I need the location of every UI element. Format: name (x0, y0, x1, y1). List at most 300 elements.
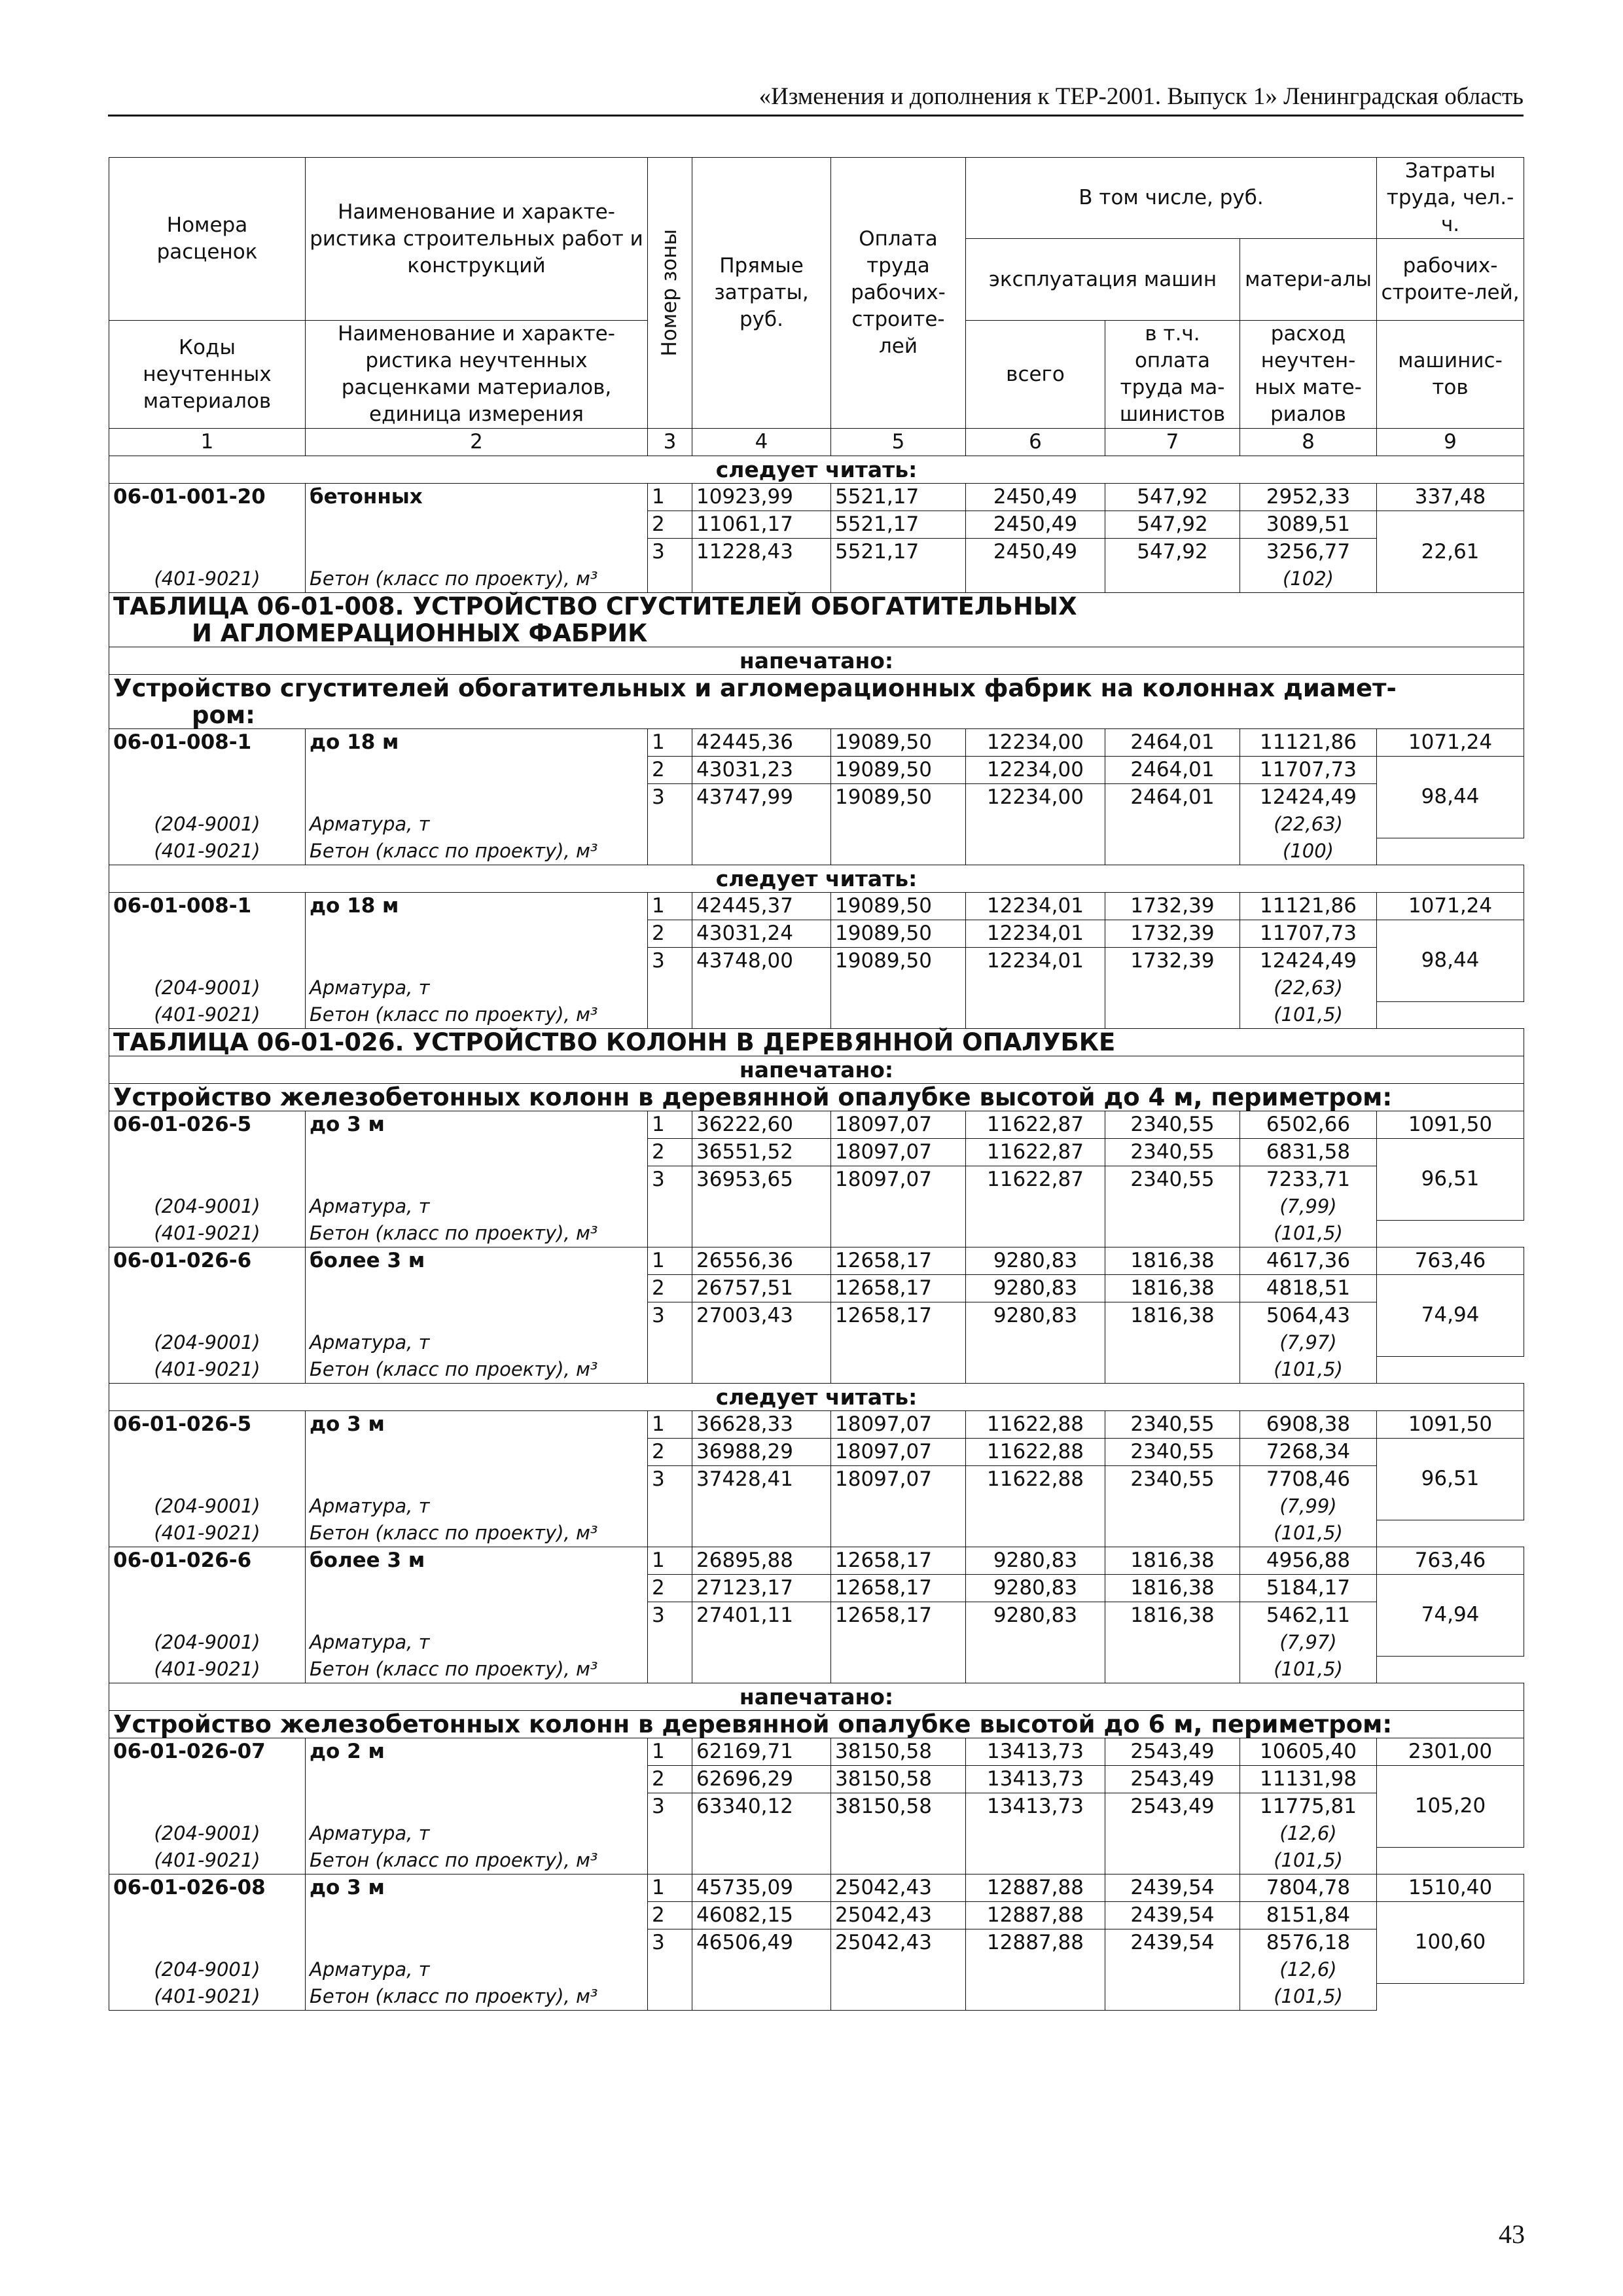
zone-number: 2 (648, 1902, 692, 1929)
material-code: (204-9001) (109, 975, 306, 1001)
col-num: 9 (1377, 429, 1524, 456)
direct-cost: 62169,71 (692, 1738, 831, 1766)
materials-cost: 4818,51 (1240, 1275, 1377, 1302)
cell-direct: 27401,11 (692, 1602, 831, 1683)
blank-cell (306, 1466, 648, 1494)
cell-zone: 3 (648, 1602, 692, 1683)
table-title (109, 593, 1524, 647)
worker-pay: 12658,17 (831, 1275, 966, 1302)
machinist-pay: 1732,39 (1105, 893, 1240, 920)
blank-cell (109, 511, 306, 539)
rate-code: 06-01-026-08 (109, 1874, 306, 1902)
cell-pay: 18097,07 (831, 1166, 966, 1247)
rate-name: до 2 м (306, 1738, 648, 1766)
cell-direct: 27003,43 (692, 1302, 831, 1384)
rate-row (109, 511, 1524, 539)
worker-pay: 25042,43 (831, 1874, 966, 1902)
machine-cost: 12887,88 (966, 1902, 1105, 1929)
labor-machinists: 22,61 (1377, 511, 1524, 593)
section-label: следует читать: (109, 865, 1524, 893)
direct-cost: 26556,36 (692, 1247, 831, 1275)
material-name: Бетон (класс по проекту), м³ (306, 1656, 648, 1683)
direct-cost: 43031,24 (692, 920, 831, 948)
col-num: 1 (109, 429, 306, 456)
worker-pay: 38150,58 (831, 1766, 966, 1793)
blank-cell (306, 1602, 648, 1630)
material-code: (401-9021) (109, 539, 306, 593)
zone-number: 1 (648, 484, 692, 511)
zone-number: 1 (648, 729, 692, 757)
rate-row (109, 1411, 1524, 1439)
blank-cell (109, 948, 306, 975)
machinist-pay: 1816,38 (1105, 1547, 1240, 1575)
material-qty: (7,99) (1240, 1193, 1377, 1220)
zone-number: 2 (648, 1139, 692, 1166)
col-num: 2 (306, 429, 648, 456)
machinist-pay: 2439,54 (1105, 1874, 1240, 1902)
col-num: 6 (966, 429, 1105, 456)
materials-cost: 12424,49 (1240, 948, 1377, 975)
material-code: (204-9001) (109, 1820, 306, 1847)
material-code: (204-9001) (109, 1329, 306, 1356)
blank-cell (306, 1139, 648, 1166)
material-code: (401-9021) (109, 1983, 306, 2011)
direct-cost: 36988,29 (692, 1439, 831, 1466)
blank-cell (109, 1766, 306, 1793)
cell-zone: 3 (648, 1929, 692, 2011)
worker-pay: 25042,43 (831, 1902, 966, 1929)
material-qty: (101,5) (1240, 1356, 1377, 1384)
materials-cost: 5462,11 (1240, 1602, 1377, 1630)
rate-row (109, 1139, 1524, 1166)
rate-name: до 3 м (306, 1111, 648, 1139)
machinist-pay: 1816,38 (1105, 1575, 1240, 1602)
col-mat-codes-header: Коды неучтенных материалов (109, 321, 306, 429)
subsection-title (109, 675, 1524, 729)
material-qty: (22,63) (1240, 811, 1377, 838)
worker-pay: 19089,50 (831, 893, 966, 920)
material-name: Арматура, т (306, 1329, 648, 1356)
materials-cost: 5064,43 (1240, 1302, 1377, 1330)
blank-cell (306, 1575, 648, 1602)
cell-mach: 11622,88 (966, 1466, 1105, 1547)
rate-row (109, 1247, 1524, 1275)
blank-cell (306, 1275, 648, 1302)
label-row (109, 456, 1524, 484)
materials-cost: 6831,58 (1240, 1139, 1377, 1166)
material-qty: (101,5) (1240, 1520, 1377, 1547)
machinist-pay: 547,92 (1105, 484, 1240, 511)
rate-code: 06-01-026-6 (109, 1247, 306, 1275)
materials-cost: 7804,78 (1240, 1874, 1377, 1902)
labor-machinists: 105,20 (1377, 1766, 1524, 1848)
worker-pay: 5521,17 (831, 511, 966, 539)
machine-cost: 11622,88 (966, 1411, 1105, 1439)
material-name: Бетон (класс по проекту), м³ (306, 1983, 648, 2011)
material-qty: (102) (1283, 567, 1334, 590)
rate-name: до 18 м (306, 729, 648, 757)
direct-cost: 42445,36 (692, 729, 831, 757)
direct-cost: 36628,33 (692, 1411, 831, 1439)
col-mat-usage-header: расход неучтен-ных мате-риалов (1240, 321, 1377, 429)
rate-row (109, 1275, 1524, 1302)
worker-pay: 19089,50 (831, 920, 966, 948)
rate-row (109, 1602, 1524, 1630)
cell-pay: 19089,50 (831, 784, 966, 865)
worker-pay: 38150,58 (831, 1738, 966, 1766)
material-qty: (7,99) (1240, 1493, 1377, 1520)
col-group-header: В том числе, руб. (966, 158, 1377, 239)
material-name: Арматура, т (306, 1493, 648, 1520)
zone-number: 2 (648, 1275, 692, 1302)
rate-row (109, 1793, 1524, 1821)
materials-cost (1240, 539, 1377, 593)
labor-workers: 1071,24 (1377, 729, 1524, 757)
rate-code: 06-01-026-07 (109, 1738, 306, 1766)
cell-mpay: 1816,38 (1105, 1602, 1240, 1683)
blank-cell (306, 1302, 648, 1330)
col-labor-mach-header: машинис-тов (1377, 321, 1524, 429)
rate-code: 06-01-026-5 (109, 1411, 306, 1439)
zone-number: 1 (648, 1111, 692, 1139)
direct-cost: 46082,15 (692, 1902, 831, 1929)
col-mach-total-header: всего (966, 321, 1105, 429)
direct-cost: 11061,17 (692, 511, 831, 539)
cell-direct: 43748,00 (692, 948, 831, 1029)
cell-pay: 19089,50 (831, 948, 966, 1029)
material-name: Арматура, т (306, 1629, 648, 1656)
rate-row (109, 1302, 1524, 1330)
subsection-title-line: ром: (192, 701, 255, 729)
subsection-title-row (109, 1084, 1524, 1111)
rate-row (109, 1766, 1524, 1793)
blank-cell (109, 1139, 306, 1166)
direct-cost: 45735,09 (692, 1874, 831, 1902)
cell-zone: 3 (648, 1793, 692, 1874)
rate-name: более 3 м (306, 1247, 648, 1275)
cell-mach: 11622,87 (966, 1166, 1105, 1247)
blank-cell (109, 784, 306, 812)
rate-row (109, 893, 1524, 920)
blank-cell (109, 920, 306, 948)
blank-cell (109, 1166, 306, 1194)
labor-workers: 763,46 (1377, 1247, 1524, 1275)
cell-direct: 11228,43 (692, 539, 831, 593)
worker-pay: 19089,50 (831, 729, 966, 757)
blank-cell (109, 1466, 306, 1494)
col-num: 7 (1105, 429, 1240, 456)
rate-row (109, 757, 1524, 784)
rate-code: 06-01-008-1 (109, 893, 306, 920)
col-mat-header: матери-алы (1240, 239, 1377, 321)
material-code: (401-9021) (109, 1356, 306, 1384)
machine-cost: 12887,88 (966, 1874, 1105, 1902)
col-num: 3 (648, 429, 692, 456)
zone-number: 2 (648, 1766, 692, 1793)
labor-workers: 1091,50 (1377, 1411, 1524, 1439)
material-name: Бетон (класс по проекту), м³ (306, 1520, 648, 1547)
rate-row (109, 1547, 1524, 1575)
subsection-title-line: Устройство железобетонных колонн в деревянной опалубке высотой до 4 м, периметром: (113, 1083, 1393, 1111)
machine-cost: 9280,83 (966, 1275, 1105, 1302)
machinist-pay: 2464,01 (1105, 757, 1240, 784)
worker-pay: 5521,17 (831, 484, 966, 511)
cell-mpay: 1816,38 (1105, 1302, 1240, 1384)
direct-cost: 36222,60 (692, 1111, 831, 1139)
cell-pay: 38150,58 (831, 1793, 966, 1874)
subsection-title (109, 1084, 1524, 1111)
cell-mpay: 2543,49 (1105, 1793, 1240, 1874)
zone-number: 1 (648, 893, 692, 920)
table-title-row (109, 593, 1524, 647)
material-qty: (7,97) (1240, 1329, 1377, 1356)
blank-cell (306, 1929, 648, 1957)
cell-zone: 3 (648, 539, 692, 593)
material-code: (204-9001) (109, 811, 306, 838)
cell-direct: 63340,12 (692, 1793, 831, 1874)
cell-zone: 3 (648, 1302, 692, 1384)
machinist-pay: 2340,55 (1105, 1111, 1240, 1139)
cell-mach: 13413,73 (966, 1793, 1105, 1874)
machinist-pay: 2464,01 (1105, 729, 1240, 757)
material-qty: (101,5) (1240, 1001, 1377, 1029)
cell-pay: 5521,17 (831, 539, 966, 593)
material-qty: (101,5) (1240, 1847, 1377, 1874)
material-name: Арматура, т (306, 975, 648, 1001)
blank-cell (109, 1929, 306, 1957)
col-num: 8 (1240, 429, 1377, 456)
section-label: следует читать: (109, 1384, 1524, 1411)
machine-cost: 2450,49 (966, 511, 1105, 539)
rate-name: до 3 м (306, 1874, 648, 1902)
machinist-pay: 2439,54 (1105, 1902, 1240, 1929)
materials-cost: 3089,51 (1240, 511, 1377, 539)
rate-row (109, 729, 1524, 757)
material-code: (401-9021) (109, 1220, 306, 1247)
cell-mpay: 1732,39 (1105, 948, 1240, 1029)
label-row (109, 865, 1524, 893)
label-row (109, 1056, 1524, 1084)
zone-number: 2 (648, 757, 692, 784)
worker-pay: 18097,07 (831, 1439, 966, 1466)
machinist-pay: 547,92 (1105, 511, 1240, 539)
rate-row (109, 784, 1524, 812)
blank-cell (306, 511, 648, 539)
machinist-pay: 1732,39 (1105, 920, 1240, 948)
zone-number: 1 (648, 1411, 692, 1439)
materials-cost: 11121,86 (1240, 893, 1377, 920)
machinist-pay: 2543,49 (1105, 1766, 1240, 1793)
materials-cost: 7268,34 (1240, 1439, 1377, 1466)
rate-row (109, 1111, 1524, 1139)
blank-cell (109, 1793, 306, 1821)
materials-cost: 4956,88 (1240, 1547, 1377, 1575)
subsection-title-row (109, 1711, 1524, 1738)
cell-mach: 9280,83 (966, 1602, 1105, 1683)
rate-row (109, 539, 1524, 593)
cell-mach: 12234,00 (966, 784, 1105, 865)
machinist-pay: 1816,38 (1105, 1247, 1240, 1275)
cell-zone: 3 (648, 948, 692, 1029)
zone-number: 2 (648, 511, 692, 539)
machine-cost: 9280,83 (966, 1547, 1105, 1575)
subsection-title-row (109, 675, 1524, 729)
material-name: Бетон (класс по проекту), м³ (306, 838, 648, 865)
table-title-line: ТАБЛИЦА 06-01-008. УСТРОЙСТВО СГУСТИТЕЛЕЙ ОБОГАТИТЕЛЬНЫХ (113, 592, 1077, 620)
zone-number: 1 (648, 1738, 692, 1766)
rate-row (109, 1466, 1524, 1494)
machinist-pay: 1816,38 (1105, 1275, 1240, 1302)
cell-zone: 3 (648, 784, 692, 865)
materials-cost: 11131,98 (1240, 1766, 1377, 1793)
column-numbers-row (109, 429, 1524, 456)
cell-mpay: 2464,01 (1105, 784, 1240, 865)
material-name: Бетон (класс по проекту), м³ (306, 1356, 648, 1384)
direct-cost: 10923,99 (692, 484, 831, 511)
subsection-title-line: Устройство железобетонных колонн в деревянной опалубке высотой до 6 м, периметром: (113, 1710, 1393, 1738)
material-qty: (101,5) (1240, 1656, 1377, 1683)
machinist-pay: 2340,55 (1105, 1411, 1240, 1439)
col-num: 4 (692, 429, 831, 456)
blank-cell (109, 1302, 306, 1330)
machine-cost: 11622,87 (966, 1111, 1105, 1139)
labor-workers: 1071,24 (1377, 893, 1524, 920)
material-code: (204-9001) (109, 1493, 306, 1520)
cell-mpay: 2439,54 (1105, 1929, 1240, 2011)
material-name: Арматура, т (306, 1820, 648, 1847)
rate-row (109, 1575, 1524, 1602)
worker-pay: 18097,07 (831, 1111, 966, 1139)
cell-pay: 12658,17 (831, 1302, 966, 1384)
cell-mpay: 547,92 (1105, 539, 1240, 593)
zone-number: 2 (648, 1575, 692, 1602)
cell-mach: 12887,88 (966, 1929, 1105, 2011)
machine-cost: 13413,73 (966, 1766, 1105, 1793)
materials-cost-value: 3256,77 (1266, 540, 1351, 564)
blank-cell (306, 948, 648, 975)
page-number: 43 (1499, 2219, 1525, 2249)
rate-name: бетонных (306, 484, 648, 511)
worker-pay: 19089,50 (831, 757, 966, 784)
direct-cost: 36551,52 (692, 1139, 831, 1166)
material-name: Бетон (класс по проекту), м³ (306, 1001, 648, 1029)
material-code: (401-9021) (109, 1847, 306, 1874)
machine-cost: 12234,00 (966, 757, 1105, 784)
materials-cost: 8576,18 (1240, 1929, 1377, 1957)
materials-cost: 2952,33 (1240, 484, 1377, 511)
machinist-pay: 2543,49 (1105, 1738, 1240, 1766)
blank-cell (306, 1902, 648, 1929)
cell-direct: 36953,65 (692, 1166, 831, 1247)
cell-direct: 37428,41 (692, 1466, 831, 1547)
material-name: Арматура, т (306, 1193, 648, 1220)
rate-row (109, 1738, 1524, 1766)
materials-cost: 7233,71 (1240, 1166, 1377, 1194)
blank-cell (306, 920, 648, 948)
col-labor-header: Затраты труда, чел.-ч. (1377, 158, 1524, 239)
materials-cost: 12424,49 (1240, 784, 1377, 812)
material-qty: (101,5) (1240, 1220, 1377, 1247)
zone-number: 1 (648, 1874, 692, 1902)
material-code: (401-9021) (109, 1656, 306, 1683)
machine-cost: 11622,88 (966, 1439, 1105, 1466)
material-qty: (101,5) (1240, 1983, 1377, 2011)
col-codes-header: Номера расценок (109, 158, 306, 321)
cell-direct: 43747,99 (692, 784, 831, 865)
rate-code: 06-01-026-6 (109, 1547, 306, 1575)
machine-cost: 12234,00 (966, 729, 1105, 757)
col-labor-workers-header: рабочих-строите-лей, (1377, 239, 1524, 321)
blank-cell (306, 1166, 648, 1194)
labor-workers: 1510,40 (1377, 1874, 1524, 1902)
direct-cost: 62696,29 (692, 1766, 831, 1793)
material-code: (204-9001) (109, 1193, 306, 1220)
rate-code: 06-01-008-1 (109, 729, 306, 757)
zone-number: 2 (648, 1439, 692, 1466)
labor-machinists: 98,44 (1377, 757, 1524, 838)
rate-row (109, 948, 1524, 975)
rate-row (109, 1929, 1524, 1957)
col-mat-names-header: Наименование и характе-ристика неучтенных расценками материалов, единица измерения (306, 321, 648, 429)
labor-machinists: 100,60 (1377, 1902, 1524, 1984)
rate-row (109, 484, 1524, 511)
running-title: «Изменения и дополнения к ТЕР-2001. Выпуск 1» Ленинградская область (758, 83, 1524, 110)
direct-cost: 43031,23 (692, 757, 831, 784)
table-title (109, 1029, 1524, 1056)
rate-name: до 18 м (306, 893, 648, 920)
worker-pay: 18097,07 (831, 1139, 966, 1166)
blank-cell (109, 1275, 306, 1302)
machine-cost: 9280,83 (966, 1247, 1105, 1275)
col-zone-header: Номер зоны (648, 158, 692, 429)
materials-cost: 7708,46 (1240, 1466, 1377, 1494)
materials-cost: 5184,17 (1240, 1575, 1377, 1602)
cell-pay: 18097,07 (831, 1466, 966, 1547)
material-code: (401-9021) (109, 1520, 306, 1547)
cell-mpay: 2340,55 (1105, 1466, 1240, 1547)
rate-row (109, 1166, 1524, 1194)
labor-workers: 2301,00 (1377, 1738, 1524, 1766)
blank-cell (306, 1766, 648, 1793)
rate-code: 06-01-026-5 (109, 1111, 306, 1139)
materials-cost: 6908,38 (1240, 1411, 1377, 1439)
cell-mpay: 2340,55 (1105, 1166, 1240, 1247)
col-num: 5 (831, 429, 966, 456)
materials-cost: 4617,36 (1240, 1247, 1377, 1275)
rate-name: более 3 м (306, 1547, 648, 1575)
materials-cost: 6502,66 (1240, 1111, 1377, 1139)
materials-cost: 10605,40 (1240, 1738, 1377, 1766)
machinist-pay: 2340,55 (1105, 1139, 1240, 1166)
blank-cell (306, 1439, 648, 1466)
col-mach-pay-header: в т.ч. оплата труда ма-шинистов (1105, 321, 1240, 429)
section-label: напечатано: (109, 647, 1524, 675)
materials-cost: 8151,84 (1240, 1902, 1377, 1929)
cell-pay: 12658,17 (831, 1602, 966, 1683)
cell-mach: 12234,01 (966, 948, 1105, 1029)
rate-row (109, 1874, 1524, 1902)
col-mach-group-header: эксплуатация машин (966, 239, 1240, 321)
cell-mach: 9280,83 (966, 1302, 1105, 1384)
blank-cell (306, 757, 648, 784)
blank-cell (109, 1575, 306, 1602)
materials-cost: 11121,86 (1240, 729, 1377, 757)
rate-code: 06-01-001-20 (109, 484, 306, 511)
rate-name: до 3 м (306, 1411, 648, 1439)
material-code: (401-9021) (109, 838, 306, 865)
zone-number: 2 (648, 920, 692, 948)
rate-row (109, 1439, 1524, 1466)
